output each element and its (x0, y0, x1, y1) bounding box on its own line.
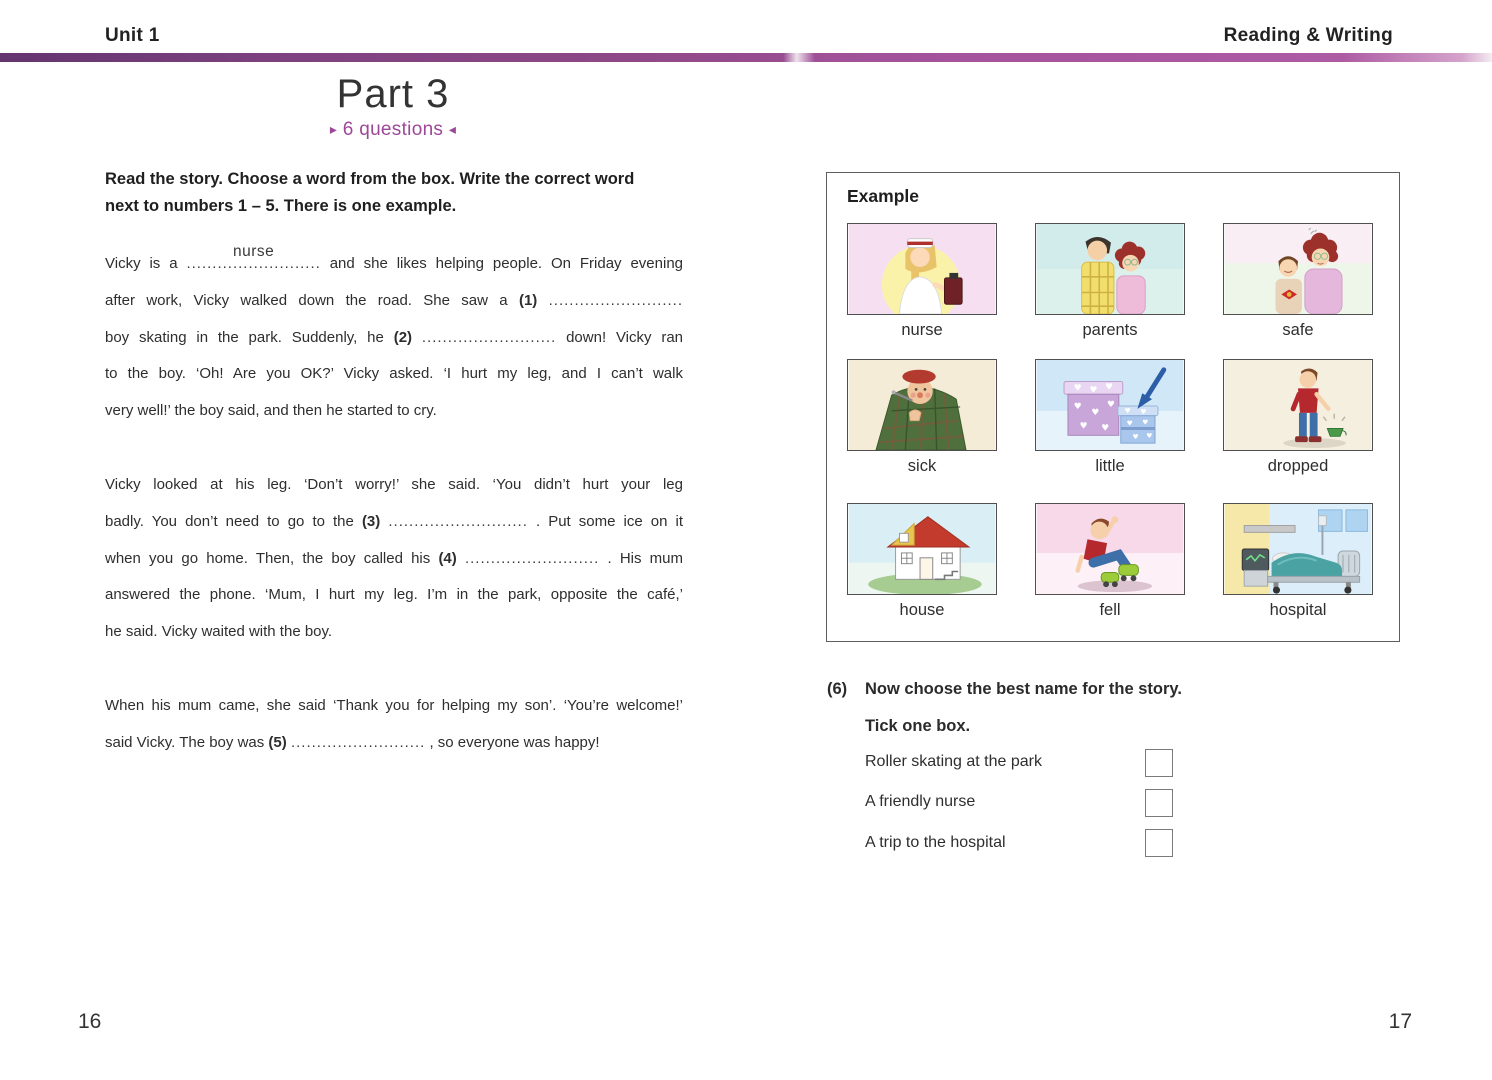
arrow-left-icon: ◂ (448, 121, 457, 137)
story-paragraph-1 (105, 243, 684, 430)
dropped-illustration (1224, 360, 1372, 450)
question-count-subtitle (243, 119, 543, 141)
example-answer-word: nurse (232, 243, 275, 260)
page-number-left: 16 (78, 1010, 102, 1033)
story-text-segment: . Put some ice on it (527, 512, 684, 530)
story-text-segment: When his mum came, she said ‘Thank you for helping my son’. ‘You’re welcome!’ (105, 696, 683, 714)
tick-one-box-label: Tick one box. (865, 717, 971, 735)
blank-number: (1) (518, 291, 538, 309)
word-label-hospital: hospital (1269, 601, 1327, 619)
word-label-nurse: nurse (901, 321, 943, 339)
parents-picture-card (1035, 223, 1185, 315)
svg-text:♥: ♥ (1105, 382, 1113, 393)
story-text-segment: Vicky is a (105, 255, 187, 272)
svg-text:♥: ♥ (1142, 418, 1149, 427)
header-divider-bar (0, 53, 1492, 62)
story-text-segment: , so everyone was happy! (425, 733, 600, 751)
word-label-sick: sick (907, 457, 937, 475)
fell-illustration (1036, 504, 1184, 594)
word-label-safe: safe (1282, 321, 1314, 339)
blank-number: (4) (438, 549, 457, 567)
story-line (105, 243, 684, 283)
story-line (105, 283, 683, 320)
story-text-segment: after work, Vicky walked down the road. She saw a (105, 291, 519, 309)
option-trip-hospital: A trip to the hospital (865, 834, 1006, 851)
story-line (105, 688, 683, 725)
arrow-right-icon: ▸ (329, 121, 338, 137)
unit-header: Unit 1 (105, 25, 160, 46)
story-text-segment: and she likes helping people. On Friday evening (320, 255, 684, 272)
word-label-house: house (899, 601, 945, 619)
svg-text:♥: ♥ (1073, 401, 1082, 412)
story-paragraph-3 (105, 688, 683, 762)
little-picture-card (1035, 359, 1185, 451)
sick-illustration (848, 360, 996, 450)
story-text-segment: very well!’ the boy said, and then he started to cry. (105, 402, 437, 420)
section-header: Reading & Writing (1223, 25, 1393, 46)
hospital-picture-card (1223, 503, 1373, 595)
word-label-parents: parents (1082, 321, 1138, 339)
story-text-segment (537, 292, 548, 309)
svg-text:♥: ♥ (1107, 399, 1115, 410)
nurse-illustration (848, 224, 996, 314)
story-line (105, 577, 683, 614)
svg-text:♥: ♥ (1146, 432, 1153, 441)
house-picture-card (847, 503, 997, 595)
fell-picture-card (1035, 503, 1185, 595)
svg-text:♥: ♥ (1073, 383, 1082, 394)
dropped-picture-card (1223, 359, 1373, 451)
sick-picture-card (847, 359, 997, 451)
answer-blank[interactable]: .......................... (421, 328, 557, 346)
task-instructions (105, 166, 715, 219)
answer-blank[interactable]: .......................... (548, 291, 683, 309)
instructions-line-2: next to numbers 1 – 5. There is one example. (105, 196, 457, 215)
story-line (105, 393, 683, 430)
parents-illustration (1036, 224, 1184, 314)
svg-text:♥: ♥ (1079, 421, 1088, 432)
example-word-box (826, 172, 1400, 642)
answer-blank[interactable]: ........................... (388, 512, 528, 530)
story-text (105, 243, 684, 799)
blank-number: (2) (393, 328, 413, 346)
story-text-segment: badly. You don’t need to go to the (105, 512, 362, 530)
hospital-illustration (1224, 504, 1372, 594)
story-text-segment: . His mum (599, 549, 683, 567)
little-illustration (1036, 360, 1184, 450)
svg-text:♥: ♥ (1140, 407, 1147, 416)
word-label-little: little (1095, 457, 1125, 475)
story-text-segment: Vicky looked at his leg. ‘Don’t worry!’ she said. ‘You didn’t hurt your leg (105, 475, 683, 493)
story-line (105, 504, 683, 541)
svg-text:♥: ♥ (1126, 419, 1133, 428)
option-roller-skating: Roller skating at the park (865, 753, 1042, 770)
story-text-segment: to the boy. ‘Oh! Are you OK?’ Vicky asked. ‘I hurt my leg, and I can’t walk (105, 365, 683, 383)
question-6-number: (6) (827, 680, 848, 698)
word-label-fell: fell (1099, 601, 1121, 619)
safe-illustration (1224, 224, 1372, 314)
tick-box-2[interactable] (1145, 789, 1173, 817)
question-6-prompt: Now choose the best name for the story. (865, 680, 1182, 698)
word-label-dropped: dropped (1267, 457, 1329, 475)
story-line (105, 541, 683, 578)
story-text-segment: said Vicky. The boy was (105, 733, 269, 751)
story-line (105, 467, 683, 504)
answer-blank[interactable]: .......................... nurse (186, 246, 320, 283)
svg-text:♥: ♥ (1132, 433, 1139, 442)
story-paragraph-2 (105, 467, 683, 651)
option-friendly-nurse: A friendly nurse (865, 793, 976, 810)
blank-number: (5) (268, 733, 287, 751)
story-text-segment: he said. Vicky waited with the boy. (105, 623, 333, 641)
story-text-segment: down! Vicky ran (556, 328, 684, 346)
safe-picture-card (1223, 223, 1373, 315)
story-text-segment (457, 550, 465, 567)
tick-box-3[interactable] (1145, 829, 1173, 857)
story-line (105, 356, 683, 393)
story-text-segment: answered the phone. ‘Mum, I hurt my leg. I’m in the park, opposite the café,’ (105, 586, 683, 604)
instructions-line-1: Read the story. Choose a word from the box. Write the correct word (105, 170, 635, 188)
svg-text:♥: ♥ (1091, 407, 1100, 418)
story-text-segment: boy skating in the park. Suddenly, he (105, 328, 394, 346)
story-text-segment: when you go home. Then, the boy called his (105, 549, 439, 567)
nurse-picture-card (847, 223, 997, 315)
tick-box-1[interactable] (1145, 749, 1173, 777)
story-text-segment (412, 329, 422, 346)
question-count-label: 6 questions (342, 119, 444, 140)
answer-blank[interactable]: .......................... (464, 549, 600, 567)
story-line (105, 725, 683, 762)
page-title: Part 3 (336, 72, 450, 116)
svg-text:♥: ♥ (1089, 385, 1098, 396)
story-line (105, 320, 683, 357)
example-label: Example (847, 186, 919, 206)
answer-blank[interactable]: .......................... (290, 733, 426, 751)
svg-text:♥: ♥ (1124, 406, 1131, 415)
story-line (105, 614, 683, 651)
house-illustration (848, 504, 996, 594)
svg-text:♥: ♥ (1101, 423, 1110, 434)
blank-number: (3) (361, 512, 381, 530)
page-number-right: 17 (1388, 1010, 1412, 1033)
